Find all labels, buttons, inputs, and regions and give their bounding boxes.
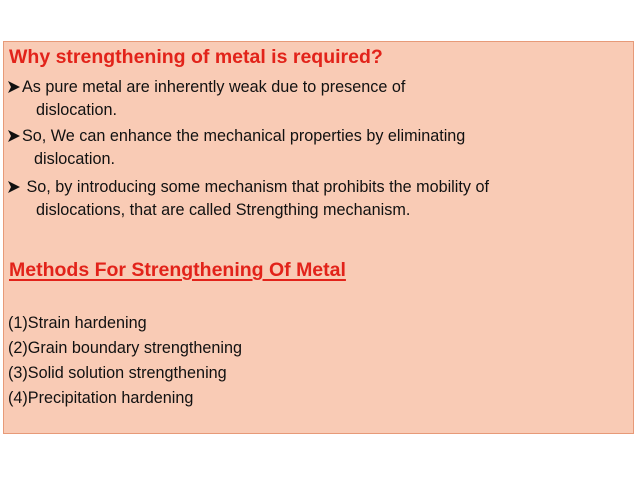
list-item: (3)Solid solution strengthening — [8, 364, 227, 382]
bullet-item — [8, 176, 489, 222]
content-panel — [3, 41, 634, 434]
bullet-text-continued: dislocation. — [34, 150, 115, 168]
bullet-text-continued: dislocation. — [36, 101, 117, 119]
page-title: Why strengthening of metal is required? — [9, 46, 383, 68]
bullet-text-continued: dislocations, that are called Strengthing mechanism. — [36, 201, 411, 219]
arrow-bullet-icon — [8, 130, 20, 142]
arrow-bullet-icon — [8, 181, 20, 193]
list-item: (4)Precipitation hardening — [8, 389, 194, 407]
list-item: (1)Strain hardening — [8, 314, 147, 332]
bullet-text: As pure metal are inherently weak due to presence of — [22, 78, 406, 96]
list-item: (2)Grain boundary strengthening — [8, 339, 242, 357]
arrow-bullet-icon — [8, 81, 20, 93]
bullet-text: So, We can enhance the mechanical properties by eliminating — [22, 127, 466, 145]
bullet-item — [8, 76, 405, 122]
section-title: Methods For Strengthening Of Metal — [9, 259, 346, 281]
bullet-item — [8, 125, 465, 171]
bullet-text: So, by introducing some mechanism that prohibits the mobility of — [22, 178, 489, 196]
